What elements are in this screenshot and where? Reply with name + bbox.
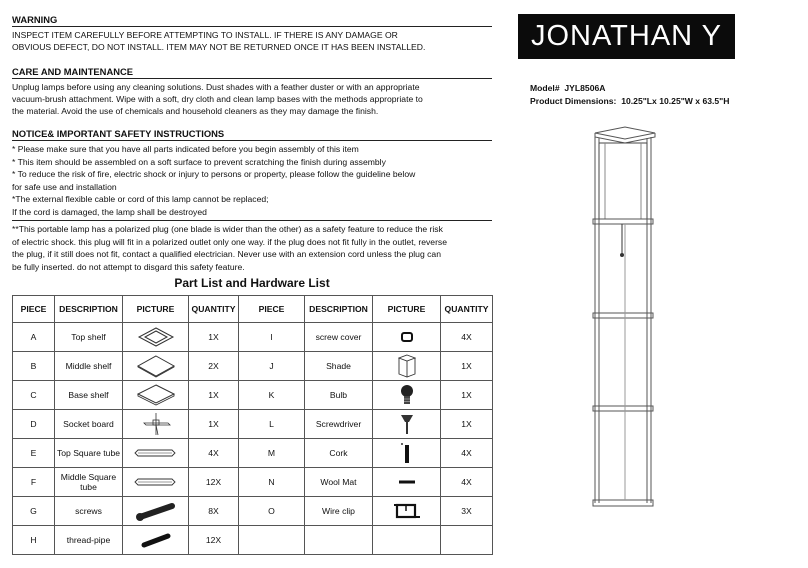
quantity-cell: 1X: [189, 323, 239, 352]
divider: [12, 220, 492, 221]
piece-cell: H: [13, 526, 55, 555]
notice-title: NOTICE& IMPORTANT SAFETY INSTRUCTIONS: [12, 128, 492, 141]
piece-cell: C: [13, 381, 55, 410]
description-cell: Top Square tube: [55, 439, 123, 468]
screw-icon: [134, 500, 178, 522]
quantity-cell: 1X: [189, 410, 239, 439]
socket-board-icon: [136, 411, 176, 437]
notice-line: * This item should be assembled on a soft surface to prevent scratching the finish during assembly: [12, 156, 386, 167]
warning-section: [12, 14, 492, 53]
description-cell: screws: [55, 497, 123, 526]
table-row: [13, 323, 493, 352]
care-title: CARE AND MAINTENANCE: [12, 66, 492, 79]
piece-cell: [239, 526, 305, 555]
notice-section: [12, 128, 492, 273]
description-cell: Screwdriver: [305, 410, 373, 439]
bulb-icon: [400, 384, 414, 406]
quantity-cell: 12X: [189, 468, 239, 497]
plug-line: of electric shock. this plug will fit in a polarized outlet only one way. if the plug does not fit fully in the outlet, reverse: [12, 236, 448, 247]
notice-line: *The external flexible cable or cord of this lamp cannot be replaced;: [12, 194, 269, 204]
screw-cover-icon: [400, 331, 414, 343]
table-row: [13, 497, 493, 526]
notice-line: for safe use and installation: [12, 181, 117, 192]
col-header: PIECE: [239, 296, 305, 323]
thread-pipe-icon: [138, 531, 174, 549]
table-row: [13, 526, 493, 555]
col-header: DESCRIPTION: [305, 296, 373, 323]
parts-list-title: Part List and Hardware List: [174, 276, 330, 290]
dimensions-value: 10.25"Lx 10.25"W x 63.5"H: [621, 96, 730, 106]
quantity-cell: 1X: [441, 381, 493, 410]
description-cell: screw cover: [305, 323, 373, 352]
wire-clip-icon: [393, 500, 421, 522]
brand-logo: JONATHAN Y: [518, 14, 735, 59]
description-cell: Wool Mat: [305, 468, 373, 497]
top-shelf-icon: [136, 326, 176, 348]
table-row: [13, 468, 493, 497]
piece-cell: J: [239, 352, 305, 381]
quantity-cell: 1X: [189, 381, 239, 410]
model-label: Model#: [530, 83, 560, 93]
description-cell: Top shelf: [55, 323, 123, 352]
quantity-cell: 4X: [441, 468, 493, 497]
piece-cell: E: [13, 439, 55, 468]
description-cell: Socket board: [55, 410, 123, 439]
cork-icon: [400, 442, 414, 464]
wool-mat-icon: [398, 478, 416, 486]
piece-cell: M: [239, 439, 305, 468]
middle-shelf-icon: [135, 354, 177, 378]
table-header-row: [13, 296, 493, 323]
piece-cell: I: [239, 323, 305, 352]
warning-line: INSPECT ITEM CAREFULLY BEFORE ATTEMPTING TO INSTALL. IF THERE IS ANY DAMAGE OR: [12, 30, 398, 40]
col-header: PICTURE: [373, 296, 441, 323]
quantity-cell: 12X: [189, 526, 239, 555]
col-header: PICTURE: [123, 296, 189, 323]
middle-square-tube-icon: [134, 475, 178, 489]
quantity-cell: 4X: [441, 323, 493, 352]
quantity-cell: 4X: [441, 439, 493, 468]
table-row: [13, 439, 493, 468]
table-row: [13, 410, 493, 439]
plug-line: **This portable lamp has a polarized plug (one blade is wider than the other) as a safety feature to reduce the risk: [12, 224, 443, 234]
floor-lamp-illustration: [585, 125, 665, 515]
piece-cell: O: [239, 497, 305, 526]
piece-cell: G: [13, 497, 55, 526]
shade-icon: [398, 354, 416, 378]
care-section: [12, 66, 492, 117]
notice-line: * To reduce the risk of fire, electric shock or injury to persons or property, please follow the guideline below: [12, 169, 416, 179]
quantity-cell: 1X: [441, 352, 493, 381]
care-line: vacuum-brush attachment. Wipe with a soft, dry cloth and clean lamp bases with the methods appropriate to: [12, 94, 423, 104]
screwdriver-icon: [400, 413, 414, 435]
plug-notice: [12, 223, 492, 273]
plug-line: be fully inserted. do not attempt to disgard this safety feature.: [12, 261, 245, 272]
base-shelf-icon: [135, 383, 177, 407]
table-row: [13, 381, 493, 410]
piece-cell: N: [239, 468, 305, 497]
piece-cell: K: [239, 381, 305, 410]
description-cell: Bulb: [305, 381, 373, 410]
quantity-cell: 8X: [189, 497, 239, 526]
picture-cell: [373, 526, 441, 555]
description-cell: thread-pipe: [55, 526, 123, 555]
plug-line: the plug, if it still does not fit, contact a qualified electrician. Never use with an extension cord unless the plug can: [12, 249, 441, 259]
warning-title: WARNING: [12, 14, 492, 27]
notice-line: * Please make sure that you have all parts indicated before you begin assembly of this item: [12, 144, 359, 154]
quantity-cell: 1X: [441, 410, 493, 439]
table-row: [13, 352, 493, 381]
quantity-cell: [441, 526, 493, 555]
description-cell: Middle Square tube: [55, 468, 123, 497]
care-line: Unplug lamps before using any cleaning solutions. Dust shades with a feather duster or with an appropriate: [12, 82, 420, 92]
description-cell: Wire clip: [305, 497, 373, 526]
description-cell: Shade: [305, 352, 373, 381]
top-square-tube-icon: [134, 446, 178, 460]
quantity-cell: 2X: [189, 352, 239, 381]
col-header: QUANTITY: [441, 296, 493, 323]
col-header: PIECE: [13, 296, 55, 323]
description-cell: [305, 526, 373, 555]
quantity-cell: 3X: [441, 497, 493, 526]
col-header: DESCRIPTION: [55, 296, 123, 323]
piece-cell: F: [13, 468, 55, 497]
piece-cell: L: [239, 410, 305, 439]
description-cell: Cork: [305, 439, 373, 468]
product-info: [530, 82, 729, 108]
model-value: JYL8506A: [564, 83, 606, 93]
description-cell: Middle shelf: [55, 352, 123, 381]
parts-table: [12, 295, 493, 555]
piece-cell: A: [13, 323, 55, 352]
warning-line: OBVIOUS DEFECT, DO NOT INSTALL. ITEM MAY NOT BE RETURNED ONCE IT HAS BEEN INSTALLED.: [12, 42, 426, 52]
piece-cell: D: [13, 410, 55, 439]
description-cell: Base shelf: [55, 381, 123, 410]
notice-line: If the cord is damaged, the lamp shall be destroyed: [12, 206, 207, 217]
instructions-column: [12, 14, 492, 282]
dimensions-label: Product Dimensions:: [530, 96, 617, 106]
quantity-cell: 4X: [189, 439, 239, 468]
care-line: the material. Avoid the use of chemicals and household cleaners as they may damage the finish.: [12, 106, 379, 116]
col-header: QUANTITY: [189, 296, 239, 323]
piece-cell: B: [13, 352, 55, 381]
